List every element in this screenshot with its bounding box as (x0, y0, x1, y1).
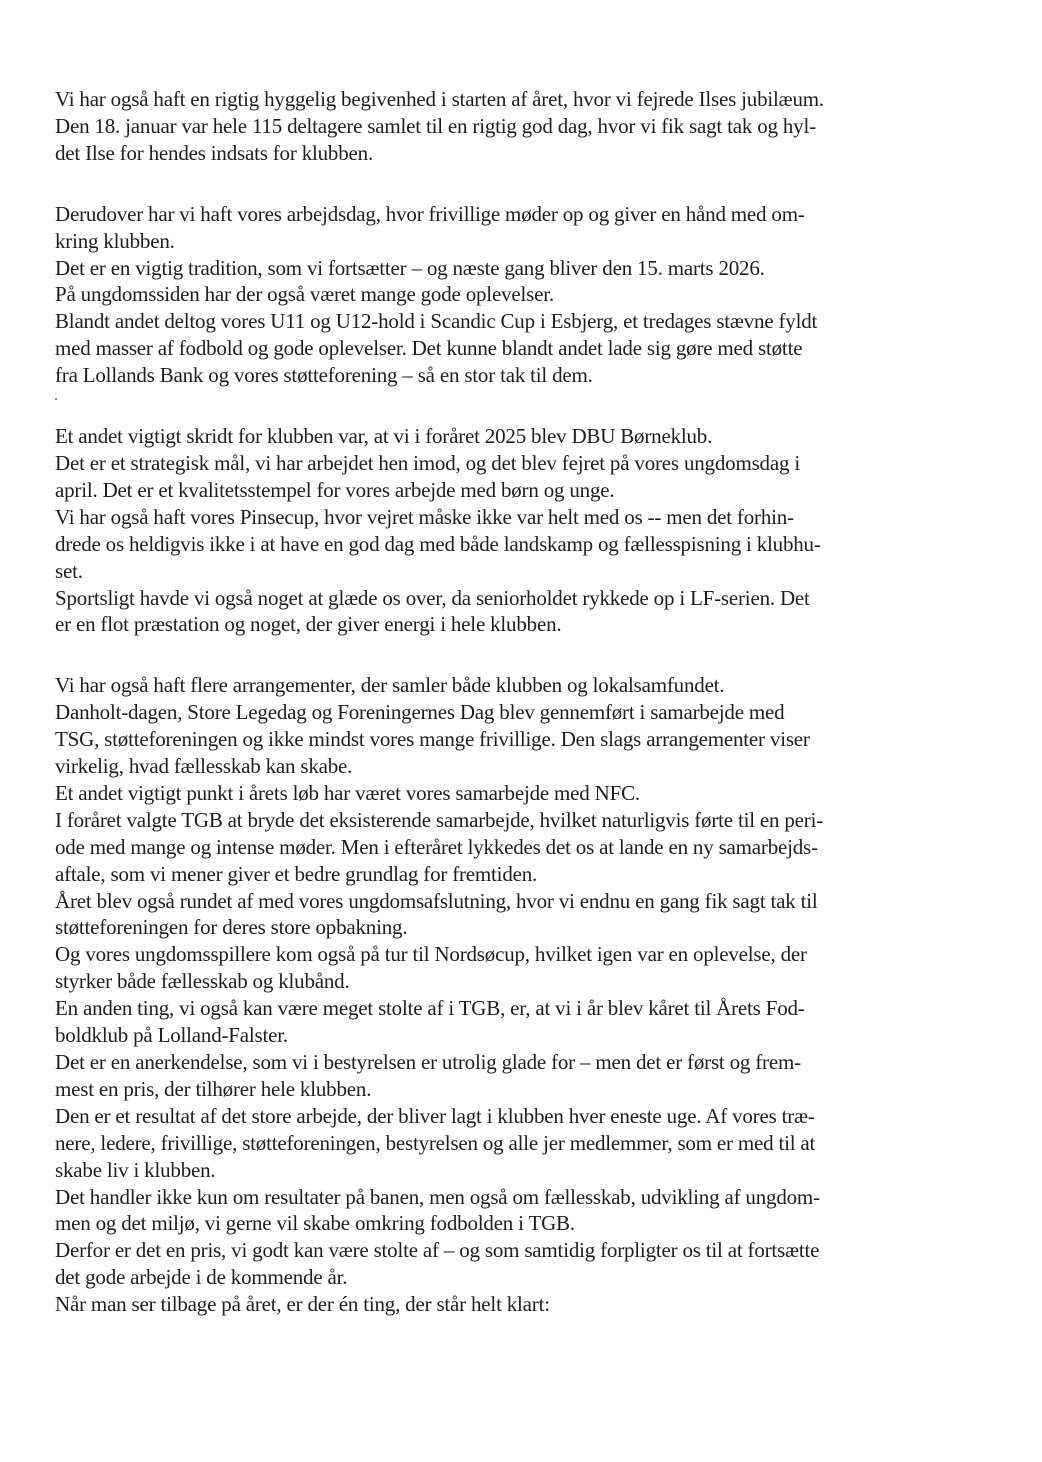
text-line: Vi har også haft flere arrangementer, der samler både klubben og lokalsamfundet. (55, 673, 725, 698)
text-line: med masser af fodbold og gode oplevelser. Det kunne blandt andet lade sig gøre med støtte (55, 336, 803, 361)
text-line: Et andet vigtigt punkt i årets løb har været vores samarbejde med NFC. (55, 780, 640, 805)
text-line: Derudover har vi haft vores arbejdsdag, hvor frivillige møder op og giver en hånd med om- (55, 201, 805, 226)
text-line: Og vores ungdomsspillere kom også på tur til Nordsøcup, hvilket igen var en oplevelse, der (55, 942, 807, 967)
text-line: mest en pris, der tilhører hele klubben. (55, 1076, 372, 1101)
text-line: kring klubben. (55, 228, 175, 253)
text-line: Den 18. januar var hele 115 deltagere samlet til en rigtig god dag, hvor vi fik sagt tak og hyl- (55, 113, 816, 138)
text-line: På ungdomssiden har der også været mange gode oplevelser. (55, 282, 554, 307)
text-line: set. (55, 558, 83, 583)
text-line: Sportsligt havde vi også noget at glæde os over, da seniorholdet rykkede op i LF-serien. Det (55, 585, 810, 610)
text-line: Den er et resultat af det store arbejde, der bliver lagt i klubben hver eneste uge. Af vores træ- (55, 1103, 815, 1128)
text-line: Derfor er det en pris, vi godt kan være stolte af – og som samtidig forpligter os til at fortsætte (55, 1238, 820, 1263)
text-line: er en flot præstation og noget, der giver energi i hele klubben. (55, 612, 562, 637)
text-line: Det er en anerkendelse, som vi i bestyrelsen er utrolig glade for – men det er først og frem- (55, 1050, 801, 1074)
text-line: Det er en vigtig tradition, som vi fortsætter – og næste gang bliver den 15. marts 2026. (55, 255, 765, 280)
text-line: men og det miljø, vi gerne vil skabe omkring fodbolden i TGB. (55, 1211, 575, 1236)
text-line: TSG, støtteforeningen og ikke mindst vores mange frivillige. Den slags arrangementer viser (55, 727, 810, 752)
text-line: I foråret valgte TGB at bryde det eksisterende samarbejde, hvilket naturligvis førte til en peri- (55, 807, 824, 832)
document-body (55, 86, 1015, 1318)
text-line: Året blev også rundet af med vores ungdomsafslutning, hvor vi endnu en gang fik sagt tak til (55, 888, 818, 913)
text-line: Et andet vigtigt skridt for klubben var, at vi i foråret 2025 blev DBU Børneklub. (55, 424, 713, 449)
text-line: fra Lollands Bank og vores støtteforening – så en stor tak til dem. (55, 363, 593, 388)
text-line: Det handler ikke kun om resultater på banen, men også om fællesskab, udvikling af ungdom- (55, 1184, 820, 1209)
text-line: aftale, som vi mener giver et bedre grundlag for fremtiden. (55, 861, 538, 886)
text-line: virkelig, hvad fællesskab kan skabe. (55, 754, 353, 779)
text-line: nere, ledere, frivillige, støtteforeningen, bestyrelsen og alle jer medlemmer, som er med til at (55, 1130, 816, 1155)
text-line: boldklub på Lolland-Falster. (55, 1023, 288, 1048)
text-line: ode med mange og intense møder. Men i efteråret lykkedes det os at lande en ny samarbejds- (55, 834, 818, 859)
paragraph (55, 672, 1015, 1318)
text-line: det Ilse for hendes indsats for klubben. (55, 140, 374, 165)
text-line: Når man ser tilbage på året, er der én ting, der står helt klart: (55, 1292, 550, 1317)
text-line: det gode arbejde i de kommende år. (55, 1265, 348, 1290)
paragraph (55, 86, 1015, 167)
text-line: drede os heldigvis ikke i at have en god dag med både landskamp og fællesspisning i klubhu- (55, 531, 821, 556)
text-line: Danholt-dagen, Store Legedag og Foreningernes Dag blev gennemført i samarbejde med (55, 700, 785, 725)
text-line: Det er et strategisk mål, vi har arbejdet hen imod, og det blev fejret på vores ungdomsdag i (55, 450, 800, 475)
paragraph (55, 201, 1015, 389)
text-line: Vi har også haft vores Pinsecup, hvor vejret måske ikke var helt med os -- men det forhin- (55, 504, 794, 529)
text-line: april. Det er et kvalitetsstempel for vores arbejde med børn og unge. (55, 477, 615, 502)
text-line: Blandt andet deltog vores U11 og U12-hold i Scandic Cup i Esbjerg, et tredages stævne fyldt (55, 309, 818, 334)
paragraph (55, 423, 1015, 638)
text-line: støtteforeningen for deres store opbakning. (55, 915, 408, 940)
text-line: styrker både fællesskab og klubånd. (55, 969, 350, 994)
text-line: skabe liv i klubben. (55, 1157, 216, 1182)
text-line: En anden ting, vi også kan være meget stolte af i TGB, er, at vi i år blev kåret til Årets Fod- (55, 996, 805, 1021)
text-line: Vi har også haft en rigtig hyggelig begivenhed i starten af året, hvor vi fejrede Ilses jubilæum. (55, 87, 824, 111)
